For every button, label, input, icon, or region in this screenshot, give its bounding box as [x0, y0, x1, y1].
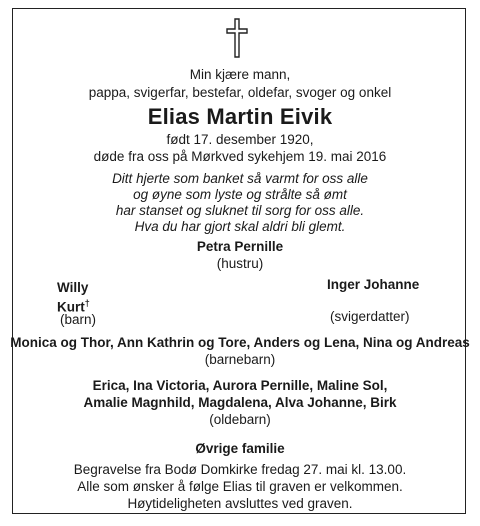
- poem-line-3: har stanset og sluknet til sorg for oss alle.: [115, 203, 365, 218]
- children-relation: (barn): [60, 312, 97, 327]
- grandchildren-relation: (barnebarn): [204, 352, 276, 367]
- wife-name: Petra Pernille: [196, 239, 284, 254]
- deceased-name: Elias Martin Eivik: [147, 104, 333, 129]
- wife-relation: (hustru): [216, 256, 264, 271]
- funeral-line-3: Høytideligheten avsluttes ved graven.: [127, 496, 353, 511]
- great-grandchildren-relation: (oldebarn): [209, 412, 271, 427]
- grandchildren-names: Monica og Thor, Ann Kathrin og Tore, Anders og Lena, Nina og Andreas: [10, 335, 470, 350]
- funeral-line-2: Alle som ønsker å følge Elias til graven er velkommen.: [77, 479, 403, 494]
- death-info: døde fra oss på Mørkved sykehjem 19. mai 2016: [93, 149, 387, 164]
- cross-icon: [226, 18, 248, 58]
- daughter-in-law-name: Inger Johanne: [327, 277, 420, 292]
- daughter-in-law-relation: (svigerdatter): [330, 309, 410, 324]
- great-grandchildren-line-2: Amalie Magnhild, Magdalena, Alva Johanne, Birk: [83, 395, 397, 410]
- birth-date: født 17. desember 1920,: [166, 132, 314, 147]
- child-name-willy: Willy: [57, 280, 89, 295]
- great-grandchildren-line-1: Erica, Ina Victoria, Aurora Pernille, Maline Sol,: [92, 378, 388, 393]
- intro-line-2: pappa, svigerfar, bestefar, oldefar, svoger og onkel: [88, 85, 392, 100]
- poem-line-4: Hva du har gjort skal aldri bli glemt.: [134, 219, 346, 234]
- intro-line-1: Min kjære mann,: [189, 67, 291, 82]
- dagger-icon: †: [84, 298, 90, 308]
- child-name-kurt: Kurt†: [57, 298, 90, 315]
- poem-line-1: Ditt hjerte som banket så varmt for oss alle: [112, 171, 368, 186]
- poem-line-2: og øyne som lyste og strålte så ømt: [133, 187, 347, 202]
- other-family: Øvrige familie: [195, 441, 285, 456]
- funeral-line-1: Begravelse fra Bodø Domkirke fredag 27. mai kl. 13.00.: [73, 462, 407, 477]
